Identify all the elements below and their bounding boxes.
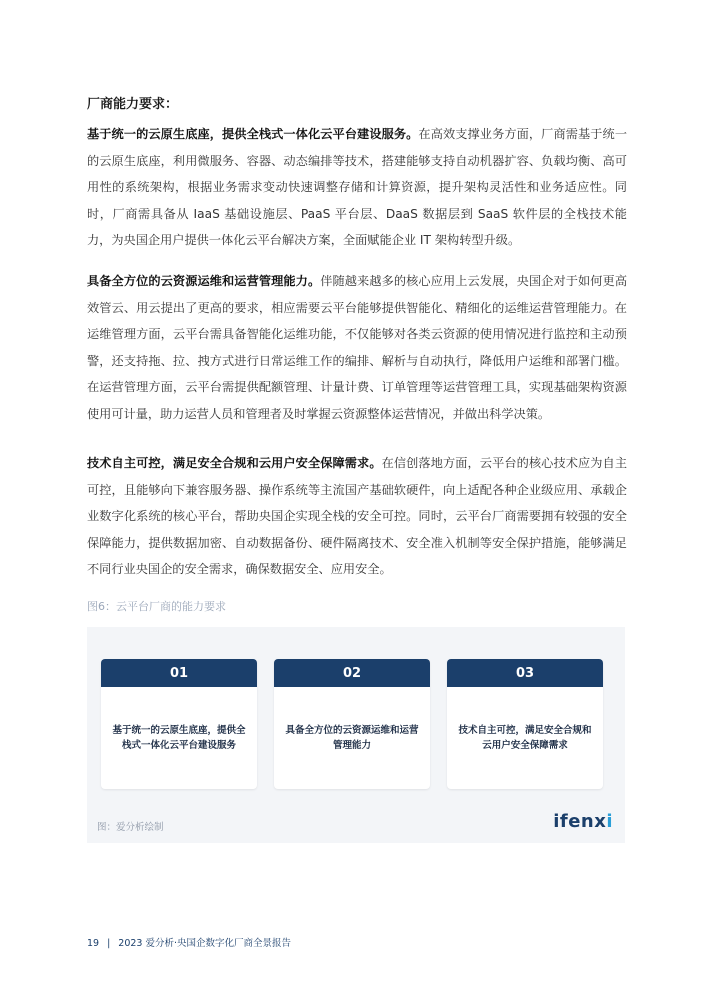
- capability-card: [274, 659, 430, 789]
- figure-caption: 图6：云平台厂商的能力要求: [87, 600, 226, 613]
- paragraph-security: [87, 450, 627, 583]
- paragraph-lead: 具备全方位的云资源运维和运营管理能力。: [87, 274, 321, 288]
- card-text: 技术自主可控，满足安全合规和云用户安全保障需求: [458, 725, 592, 751]
- ifenxi-logo: [553, 811, 613, 832]
- paragraph-body: 伴随越来越多的核心应用上云发展，央国企对于如何更高效管云、用云提出了更高的要求，相应需要云平台能够提供智能化、精细化的运维运营管理能力。在运维管理方面，云平台需具备智能化运维功能，不仅能够对各类云资源的使用情况进行监控和主动预警，还支持拖、拉、拽方式进行日常运维工作的编排、解析与自动执行，降低用户运维和部署门槛。在运营管理方面，云平台需提供配额管理、计量计费、订单管理等运营管理工具，实现基础架构资源使用可计量，助力运营人员和管理者及时掌握云资源整体运营情况，并做出科学决策。: [87, 274, 628, 421]
- capability-figure: [87, 627, 625, 843]
- card-text: 具备全方位的云资源运维和运营管理能力: [285, 725, 419, 751]
- page-footer: [87, 935, 291, 949]
- logo-text: ifenx: [553, 811, 607, 832]
- footer-separator: |: [107, 938, 111, 949]
- paragraph-cloud-native: [87, 121, 627, 254]
- page-number: 19: [87, 938, 100, 949]
- card-text: 基于统一的云原生底座，提供全栈式一体化云平台建设服务: [112, 725, 246, 751]
- report-title: 2023 爱分析·央国企数字化厂商全景报告: [118, 938, 292, 949]
- section-heading: 厂商能力要求：: [87, 97, 179, 112]
- paragraph-body: 在高效支撑业务方面，厂商需基于统一的云原生底座，利用微服务、容器、动态编排等技术，搭建能够支持自动机器扩容、负载均衡、高可用性的系统架构，根据业务需求变动快速调整存储和计算资源，提升架构灵活性和业务适应性。同时，厂商需具备从 IaaS 基础设施层、PaaS 平台层、DaaS 数据层到 SaaS 软件层的全栈技术能力，为央国企用户提供一体化云平台解决方案，全面赋能企业 IT 架构转型升级。: [87, 127, 628, 247]
- paragraph-ops-management: [87, 268, 627, 427]
- card-number: 02: [274, 659, 430, 687]
- paragraph-lead: 技术自主可控，满足安全合规和云用户安全保障需求。: [87, 456, 382, 470]
- capability-card: [101, 659, 257, 789]
- paragraph-lead: 基于统一的云原生底座，提供全栈式一体化云平台建设服务。: [87, 127, 419, 141]
- paragraph-body: 在信创落地方面，云平台的核心技术应为自主可控，且能够向下兼容服务器、操作系统等主流国产基础软硬件，向上适配各种企业级应用、承载企业数字化系统的核心平台，帮助央国企实现全栈的安全可控。同时，云平台厂商需要拥有较强的安全保障能力，提供数据加密、自动数据备份、硬件隔离技术、安全准入机制等安全保护措施，能够满足不同行业央国企的安全需求，确保数据安全、应用安全。: [87, 456, 628, 576]
- card-number: 01: [101, 659, 257, 687]
- logo-text-end: i: [606, 811, 613, 832]
- card-number: 03: [447, 659, 603, 687]
- capability-card: [447, 659, 603, 789]
- figure-source: 图：爱分析绘制: [97, 822, 164, 833]
